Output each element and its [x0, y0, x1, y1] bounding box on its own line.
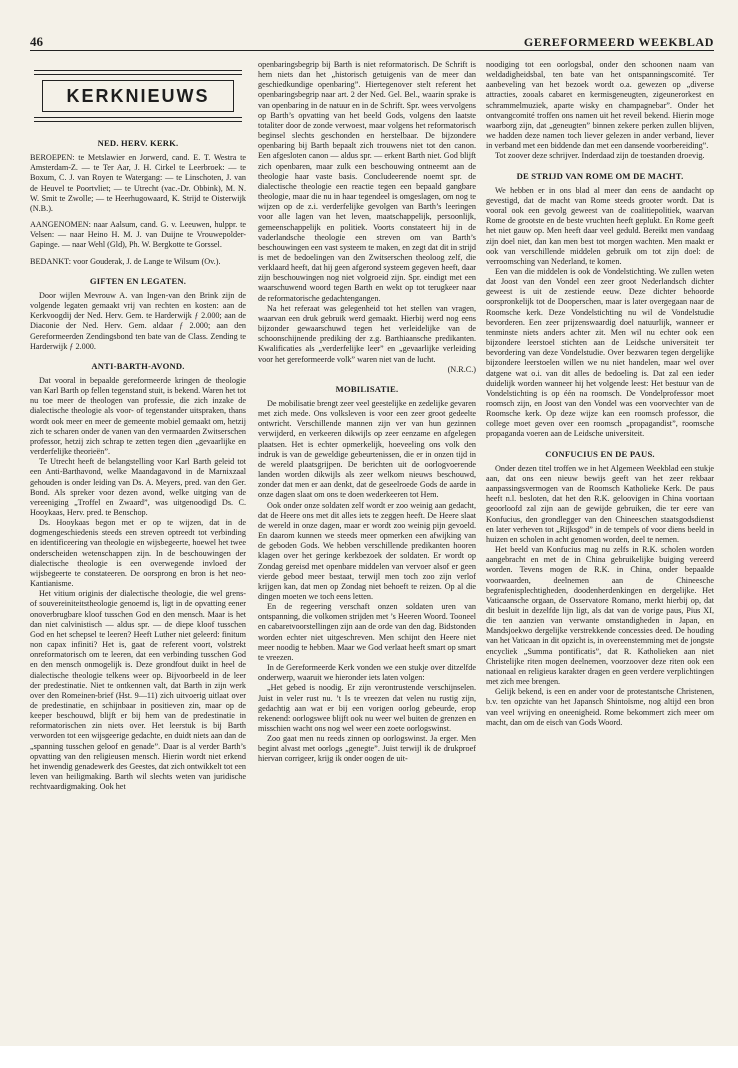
strijd-rome-paragraph: Een van die middelen is ook de Vondelstichting. We zullen weten dat Joost van den Vondel een zeer groot Nederlandsch dichter geweest is uit de zestiende eeuw. Deze dichter behoorde oorspronkelijk tot de Dooperschen, maar is later overgegaan naar de Roomsche kerk. Deze Vondelstichting nu wil de Vondelstudie bevorderen. Een zeer prijzenswaardig doel natuurlijk, wanneer er tenminste niets anders achter zit. Men wil nu echter ook een bijzondere leerstoel stichten aan de Leidsche universiteit ter bevordering van deze Vondelstudie. Over bezwaren tegen dergelijke bijzondere leerstoelen willen we nu niet handelen, maar wel over datgene wat o.i. van dit alles de bedoeling is. Dat zal een ieder duidelijk worden wanneer hij het volgende leest: Het bestuur van de Vondelstichting is op één na roomsch. De Vondelprofessor moet roomsch zijn, en Joost van den Vondel was een voorvechter van de Roomsche kerk. Op deze wijze kan een roomsch professor, die college moet geven over een roomsch „propagandist”, roomsche propaganda voeren aan de Leidsche universiteit. [486, 266, 714, 439]
heading-anti-barth: ANTI-BARTH-AVOND. [91, 360, 185, 371]
confucius-paragraph: Onder dezen titel troffen we in het Algemeen Weekblad een stukje aan, dat ons een nieuw bewijs geeft van het zeer rekbaar aanpassingsvermogen van de Roomsch Katholieke Kerk. De paus heeft n.l. besloten, dat het den R.K. geloovigen in China voortaan geoorloofd zal zijn aan de gewijde gebruiken, die ter eere van Konfucius, den grondlegger van den Chineeschen staatsgodsdienst en later verheven tot „Rijksgod” in de tempels of voor diens beeld in huizen en scholen in acht genomen worden, deel te nemen. [486, 463, 714, 544]
column-2 [258, 60, 476, 765]
heading-mobilisatie: MOBILISATIE. [335, 383, 399, 394]
confucius-paragraph: Gelijk bekend, is een en ander voor de protestantsche Christenen, b.v. ten opzichte van het Japansch Shintoïsme, nog altijd een bron van veel wrijving en oneenigheid. Rome bekommert zich meer om macht, dan om de eisch van Gods Woord. [486, 687, 714, 727]
heading-confucius: CONFUCIUS EN DE PAUS. [545, 448, 655, 459]
anti-barth-paragraph: Te Utrecht heeft de belangstelling voor Karl Barth geleid tot een Anti-Barthavond, welke Maandagavond in de Marnixzaal gehouden is onder leiding van Ds. A. Meyers, pred. van den Ger. Bond. Als spreker voor dezen avond, welke uitging van de vereeniging „Troffel en Zwaard”, was uitgenoodigd Ds. C. Hooykaas, Herv. pred. te Benschop. [30, 457, 246, 517]
anti-barth-paragraph: Het vitium originis der dialectische theologie, die wel grens- of souvereiniteitstheologie genoemd is, ligt in de opvatting eener onoverbrugbare kloof tusschen God en den mensch. Maar is het dan niet calvinistisch — aldus spr. — de diepe kloof tusschen God en het schepsel te leeren? Heeft Luther niet geleerd: finitum non capax infiniti? Het is, gaat de referent voort, volstrekt onreformatorisch om te leeren, dat een verbinding tusschen God en den mensch onmogelijk is. Deze grondfout duikt in heel de dialectische theologie telkens weer op. Bijvoorbeeld in de leer der predestinatie. Niet te ontkennen valt, dat Barth in zijn werk over den Romeinen-brief (Hst. 9—11) zich uitvoerig uitlaat over de predestinatie, en schijnbaar in positieven zin, maar op de keeper beschouwd, blijft er bij hem van de predestinatie in reformatorischen zin niets over. Het leerstuk is bij Barth verworden tot een wijsgeerige gedachte, en duidt niets aan dan de „spanning tusschen geloof en genade”. Daar is al verder Barth’s opvatting van den religieusen mensch. Hierin wordt niet erkend het inwendig genadewerk des Geestes, dat zich ontwikkelt tot een leven van heiligmaking. Barth wil slechts weten van juridische rechtvaardigmaking. Ook het [30, 589, 246, 792]
beroepen-paragraph: BEROEPEN: te Metslawier en Jorwerd, cand. E. T. Westra te Amsterdam-Z. — te Ter Aar, J. H. Cirkel te Leerbroek: — te Boxum, C. J. van Royen te Watergang: — te Linschoten, J. van de Heuvel te Poortvliet; — te Utrecht (vac.-Dr. Obbink), M. N. W. Smit te Zwolle; — te Heerhugowaard, K. Strijd te Oisterwijk (N.B.). [30, 153, 246, 213]
column-1 [30, 60, 246, 792]
mobilisatie-quote-paragraph: Zoo gaat men nu reeds zinnen op oorlogswinst. Ja erger. Men begint alvast met oorlogs „genegte”. Juist terwijl ik de drukproef hiervan corrigeer, krijg ik onder oogen de uit- [258, 734, 476, 764]
source-credit: (N.R.C.) [447, 364, 476, 374]
aangenomen-paragraph: AANGENOMEN: naar Aalsum, cand. G. v. Leeuwen, hulppr. te Velsen: — naar Heino H. M. J. van Duijne te Vrouwepolder-Gapinge. — naar Wehl (Gld), Ph. W. Bergkotte te Gorssel. [30, 220, 246, 250]
masthead-rule-bottom [34, 117, 242, 122]
running-header [30, 30, 714, 51]
heading-strijd-rome: DE STRIJD VAN ROME OM DE MACHT. [516, 170, 684, 181]
heading-giften: GIFTEN EN LEGATEN. [89, 275, 187, 286]
mobilisatie-quote-paragraph: „Het gebed is noodig. Er zijn verontrustende verschijnselen. Juist in veler rust nu. ’t Is te vreezen dat velen nu rustig zijn, gedachtig aan wat er bij een vorigen oorlog gebeurde, erop rekenend: oorlogswee blijft ook nu weer wel buiten de grenzen en misschien wacht ons nog wel weer een zoete oorlogswinst. [258, 683, 476, 733]
page-number: 46 [30, 34, 43, 49]
bedankt-paragraph: BEDANKT: voor Gouderak, J. de Lange te Wilsum (Ov.). [30, 256, 221, 266]
barth-continued-paragraph: openbaringsbegrip bij Barth is niet reformatorisch. De Schrift is hem niets dan het „historisch getuigenis van de meer dan geschiedkundige openbaring”. Hiertegenover stelt referent het openbaringsbegrip naar art. 2 der Ned. Gel. Bel., waarin sprake is van openbaring in de natuur en in de Schrift. Spr. wees vervolgens op Barth’s opvatting van het beeld Gods, volgens den laatste totaliter door de zonde verwoest, maar volgens het reformatorisch beginsel slechts geschonden en herstelbaar. De bijzondere openbaring bij Barth bepaalt zich trouwens niet tot den canon. Een afgesloten canon — aldus spr. — erkent Barth niet. God blijft zich openbaren, maar zulk een beschouwing ontneemt aan de theologie haar vaste basis. Concludeerende noemt spr. de dialectische theologie een reactie tegen een bepaald gangbare theologie, maar die nu in haar tegendeel is omgeslagen, om nog te wijzen op de z.i. verderfelijke gevolgen van Barth’s leeringen voor alle lagen van het leven, maatschappelijk, persoonlijk, gemeenschappelijk en politiek. Voorts constateert hij in de vaderlandsche theologie een streven om van Barth’s beschouwingen een vast systeem te maken, en zegt dat dit in strijd is met de bedoelingen van den Zwitserschen theoloog zelf, die verklaard heeft, dat hij geen afgerond systeem gegeven heeft, daar zijn beschouwingen nog niet volgroeid zijn. Spr. eindigt met een waarschuwend woord tegen Barth en wekt op tot terugkeer naar de reformatorische gedachtengangen. [258, 60, 476, 303]
barth-questions-paragraph: Na het referaat was gelegenheid tot het stellen van vragen, waarvan een druk gebruik werd gemaakt. Hierbij werd nog eens bijzonder gewaarschuwd tegen het verleidelijke van de schoonschijnende prediking der z.g. Barthiaansche predikanten. Kwalificaties als „verderfelijke leer” en „gevaarlijke verleiding voor het gereformeerde volk” waren niet van de lucht. [258, 303, 476, 364]
giften-paragraph: Door wijlen Mevrouw A. van Ingen-van den Brink zijn de volgende legaten gemaakt vrij van rechten en kosten: aan de Kerkvoogdij der Ned. Herv. Gem. te Harderwijk ƒ 2.000; aan de Diaconie der Ned. Herv. Gem. aldaar ƒ 2.000; aan den Gereformeerden Zendingsbond ten bate van de Class. Zending te Harderwijk ƒ 2.000. [30, 290, 246, 351]
mobilisatie-closing-paragraph: Tot zoover deze schrijver. Inderdaad zijn de toestanden droevig. [495, 151, 705, 161]
masthead-title: KERKNIEUWS [66, 85, 210, 106]
mobilisatie-paragraph: Ook onder onze soldaten zelf wordt er zoo weinig aan gedacht, dat de Heere ons met dit alles iets te zeggen heeft. De Heere slaat de wereld in onze dagen, maar er wordt zoo weinig pijn gevoeld. En daarom kunnen we steeds meer opmerken een afwijking van de geboden Gods. We hebben verschillende predikanten hooren klagen over het geringe kerkbezoek der soldaten. Er wordt op Zondag gereisd met openbare middelen van vervoer alsof er geen vierde gebod meer bestaat, terwijl men toch zoo zijn verlof krijgen kan, dat men op Zondag niet behoeft te reizen. Op al die dingen moeten we toch eens letten. [258, 500, 476, 601]
bottom-margin [0, 1046, 738, 1068]
heading-ned-herv: NED. HERV. KERK. [97, 138, 179, 148]
strijd-rome-paragraph: We hebben er in ons blad al meer dan eens de aandacht op gevestigd, dat de macht van Rome steeds grooter wordt. Dat is vooral ook een gevolg geweest van de coalitiepolitiek, waarvan Rome de grootste en de beste vruchten heeft geplukt. En Rome geeft het niet gauw op. Men heeft daar veel geduld. Bereikt men vandaag zijn doel niet, dan kan men best tot morgen wachten. Men maakt er ook van verschillende middelen gebruik om tot zijn doel: de verroomsching van Nederland, te komen. [486, 185, 714, 266]
anti-barth-paragraph: Ds. Hooykaas begon met er op te wijzen, dat in de dogmengeschiedenis steeds een streven optreedt tot verbinding en identificeering van theologie en wijsbegeerte, hoewel het twee onderscheiden wetenschappen zijn. In de beschouwingen der dialectische theologie is een overwegende invloed der wijsbegeerte te constateeren. De oorsprong en bron is het neo-Kantianisme. [30, 518, 246, 589]
mobilisatie-paragraph: In de Gereformeerde Kerk vonden we een stukje over ditzelfde onderwerp, waaruit we hieronder iets laten volgen: [258, 663, 476, 683]
masthead-box [42, 80, 234, 112]
masthead-rule-top [34, 70, 242, 75]
journal-title: GEREFORMEERD WEEKBLAD [523, 35, 714, 49]
anti-barth-paragraph: Dat vooral in bepaalde gereformeerde kringen de theologie van Karl Barth op fellen tegenstand stuit, is bekend. Waren het tot nu toe meer de theologen van professie, die zich inzake de dialectische theologie als voor- of tegenstander uitspraken, thans wordt ook meer en meer de gemeente mobiel gemaakt om, hetzij zich te scharen onder de vanen van den vermaarden Zwitserschen professor, hetzij zich schrap te zetten tegen dien „gevaarlijke en verderfelijke theorieën”. [30, 375, 246, 457]
column-3 [486, 60, 714, 728]
section-masthead [30, 70, 246, 122]
mobilisatie-paragraph: De mobilisatie brengt zeer veel geestelijke en zedelijke gevaren met zich mede. Ons volksleven is voor een zeer groot gedeelte ontwricht. Verschillende mannen zijn ver van hun gezinnen verwijderd, en verkeeren dikwijls op zeer eenzame en afgelegen plaatsen. Het is echter opmerkelijk, hoeveeling ons volk den indruk is van de geweldige gebeurtenissen, die er in onzen tijd in de wereld plaatsgrijpen. De berichten uit de oorlogvoerende landen worden dikwijls als zeer welkom nieuws beschouwd, zonder dat men er aan denkt, dat de geseelroede Gods de aarde in onze dagen slaat om ons te doen wederkeeren tot Hem. [258, 399, 476, 500]
confucius-paragraph: Het beeld van Konfucius mag nu zelfs in R.K. scholen worden aangebracht en met de in China gebruikelijke buiging vereerd worden. Tevens mogen de R.K. in China, onder bepaalde voorwaarden, deelnemen aan de Chineesche begrafenisplechtigheden, doodenherdenkingen en dergelijke. Het Vaticaansche orgaan, de Osservatore Romano, merkt hierbij op, dat dit besluit in dezelfde lijn ligt, als dat van de vorige paus, Pius XI, die ten aanzien van verwante omstandigheden in Japan, en Mandsjoekwo dergelijke verstrekkende concessies deed. De houding van het Vaticaan in dit opzicht is, in overeenstemming met de jongste encycliek „Summa pontificatis”, dat R. Katholieken aan niet Christelijke riten mogen deelnemen, voorzoover deze riten ook een nationaal en religieus karakter dragen en geen verdere verplichtingen met zich mee brengen. [486, 545, 714, 687]
mobilisatie-paragraph: En de regeering verschaft onzen soldaten uren van ontspanning, die volkomen strijden met ’s Heeren Woord. Tooneel en cabaretvoorstellingen zijn aan de orde van den dag. Bidstonden worden echter niet uitgeschreven. Men schijnt den Heere niet meer noodig te hebben. Maar we God verlaat heeft smart op smart te vreezen. [258, 602, 476, 662]
mobilisatie-continued-paragraph: noodiging tot een oorlogsbal, onder den schoonen naam van weldadigheidsbal, ten bate van het ontspanningscomité. Ter aanbeveling van het bezoek wordt o.a. gewezen op „diverse attracties, zooals cabaret en kermisgeneugten, zigeunerorkest en schrammelmuziek, aparte wisky en champagnebar”. Onder het ontvangcomité troffen ons namen uit het reveil bekend. Hierin moge waarborg zijn, dat „geneugten” binnen zekere perken zullen blijven, we hadden deze namen toch liever gelezen in ander verband, liever in verband met een biddende dan met een dansende voorbereiding”. [486, 60, 714, 151]
